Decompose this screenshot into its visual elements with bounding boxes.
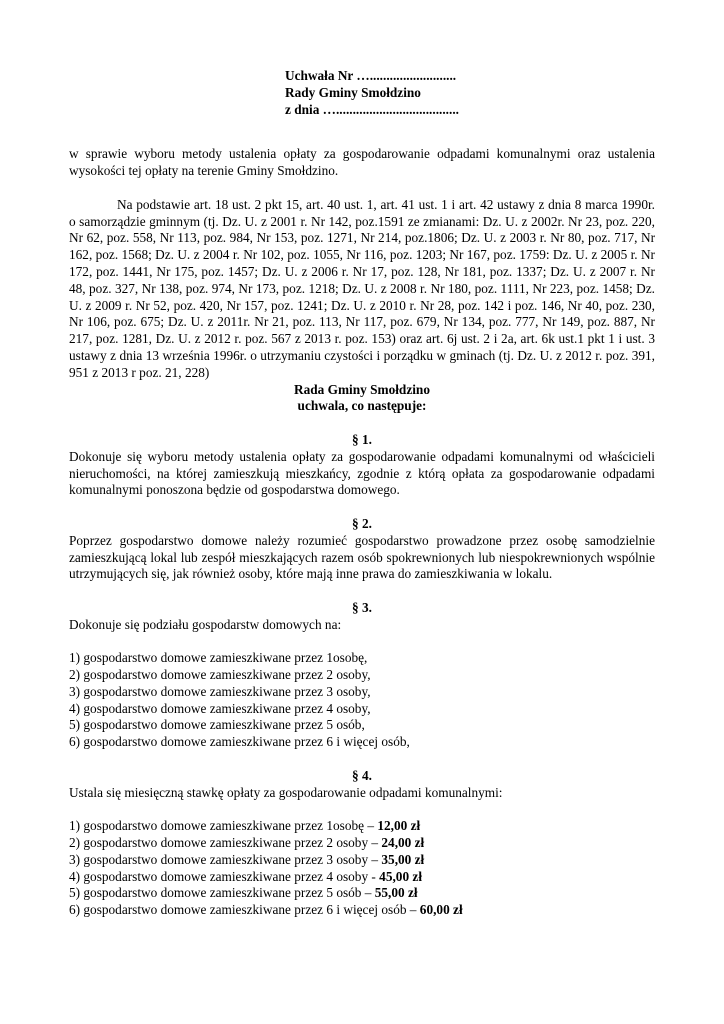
list-item: 6) gospodarstwo domowe zamieszkiwane przez 6 i więcej osób, [69,734,410,750]
list-item: 2) gospodarstwo domowe zamieszkiwane przez 2 osoby, [69,667,371,683]
section-heading: § 3. [352,599,372,615]
section-4 [69,768,655,919]
resolution-number: Uchwała Nr ….......................... [285,68,457,83]
rate-amount: 60,00 zł [419,902,463,918]
section-text: Dokonuje się wyboru metody ustalenia opłaty za gospodarowanie odpadami komunalnymi od właścicieli nieruchomości, na której zamieszkują mieszkańcy, zgodnie z którą opłata za gospodarowanie odpadami komunalnymi ponoszona będzie od gospodarstwa domowego. [69,448,655,498]
section-text: Poprzez gospodarstwo domowe należy rozumieć gospodarstwo prowadzone przez osobę samodzielnie zamieszkującą lokal lub zespół mieszkających razem osób spokrewnionych lub niespokrewnionych wspólnie utrzymujących się, jak również osoby, które mają inne prawa do zamieszkiwania w lokalu. [69,532,655,582]
rate-item [69,885,655,902]
rate-label: 5) gospodarstwo domowe zamieszkiwane przez 5 osób – [69,885,375,901]
rate-label: 4) gospodarstwo domowe zamieszkiwane przez 4 osoby - [69,868,380,884]
rate-item [69,902,655,919]
rate-item [69,869,655,886]
council-resolves [69,382,655,416]
rate-amount: 35,00 zł [381,851,425,867]
rate-item [69,835,655,852]
rate-amount: 12,00 zł [377,818,421,834]
rate-item [69,852,655,869]
rate-list [69,818,655,919]
section-1 [69,432,655,499]
section-heading: § 1. [352,431,372,447]
rate-amount: 24,00 zł [381,835,425,851]
rate-label: 6) gospodarstwo domowe zamieszkiwane przez 6 i więcej osób – [69,902,420,918]
council-name: Rady Gminy Smołdzino [285,84,421,100]
council-resolves-line2: uchwala, co następuje: [297,398,427,414]
rate-amount: 55,00 zł [374,885,418,901]
section-heading: § 2. [352,515,372,531]
resolution-header [69,68,655,118]
council-resolves-line1: Rada Gminy Smołdzino [294,381,430,397]
section-text: Ustala się miesięczną stawkę opłaty za gospodarowanie odpadami komunalnymi: [69,784,503,800]
resolution-subject: w sprawie wyboru metody ustalenia opłaty za gospodarowanie odpadami komunalnymi oraz ustalenia wysokości tej opłaty na terenie Gminy Smołdzino. [69,146,655,179]
resolution-date: z dnia …..................................... [285,101,459,117]
list-item: 3) gospodarstwo domowe zamieszkiwane przez 3 osoby, [69,683,371,699]
rate-label: 1) gospodarstwo domowe zamieszkiwane przez 1osobę – [69,818,378,834]
list-item: 4) gospodarstwo domowe zamieszkiwane przez 4 osoby, [69,700,371,716]
section-heading: § 4. [352,767,372,783]
list-item: 1) gospodarstwo domowe zamieszkiwane przez 1osobę, [69,650,368,666]
section-3 [69,600,655,751]
rate-label: 3) gospodarstwo domowe zamieszkiwane przez 3 osoby – [69,851,382,867]
legal-basis: Na podstawie art. 18 ust. 2 pkt 15, art. 40 ust. 1, art. 41 ust. 1 i art. 42 ustawy z dnia 8 marca 1990r. o samorządzie gminnym (tj. Dz. U. z 2001 r. Nr 142, poz.1591 ze zmianami: Dz. U. z 2002r. Nr 23, poz. 220, Nr 62, poz. 558, Nr 113, poz. 984, Nr 153, poz. 1271, Nr 214, poz.1806; Dz. U. z 2003 r. Nr 80, poz. 717, Nr 162, poz. 1568; Dz. U. z 2004 r. Nr 102, poz. 1055, Nr 116, poz. 1203; Nr 167, poz. 1759: Dz. U. z 2005 r. Nr 172, poz. 1441, Nr 175, poz. 1457; Dz. U. z 2006 r. Nr 17, poz. 128, Nr 181, poz. 1337; Dz. U. z 2007 r. Nr 48, poz. 327, Nr 138, poz. 974, Nr 173, poz. 1218; Dz. U. z 2008 r. Nr 180, poz. 1111, Nr 223, poz. 1458; Dz. U. z 2009 r. Nr 52, poz. 420, Nr 157, poz. 1241; Dz. U. z 2010 r. Nr 28, poz. 142 i poz. 146, Nr 40, poz. 230, Nr 106, poz. 675; Dz. U. z 2011r. Nr 21, poz. 113, Nr 117, poz. 679, Nr 134, poz. 777, Nr 149, poz. 887, Nr 217, poz. 1281, Dz. U. z 2012 r. poz. 567 z 2013 r. poz. 153) oraz art. 6j ust. 2 i 2a, art. 6k ust.1 pkt 1 i ust. 3 ustawy z dnia 13 września 1996r. o utrzymaniu czystości i porządku w gminach (tj. Dz. U. z 2012 r. poz. 391, 951 z 2013 r poz. 21, 228) [69,196,655,380]
section-2 [69,516,655,583]
rate-label: 2) gospodarstwo domowe zamieszkiwane przez 2 osoby – [69,835,382,851]
section-text: Dokonuje się podziału gospodarstw domowych na: [69,616,342,632]
list-item: 5) gospodarstwo domowe zamieszkiwane przez 5 osób, [69,717,365,733]
rate-amount: 45,00 zł [379,868,423,884]
rate-item [69,818,655,835]
household-list [69,650,655,751]
